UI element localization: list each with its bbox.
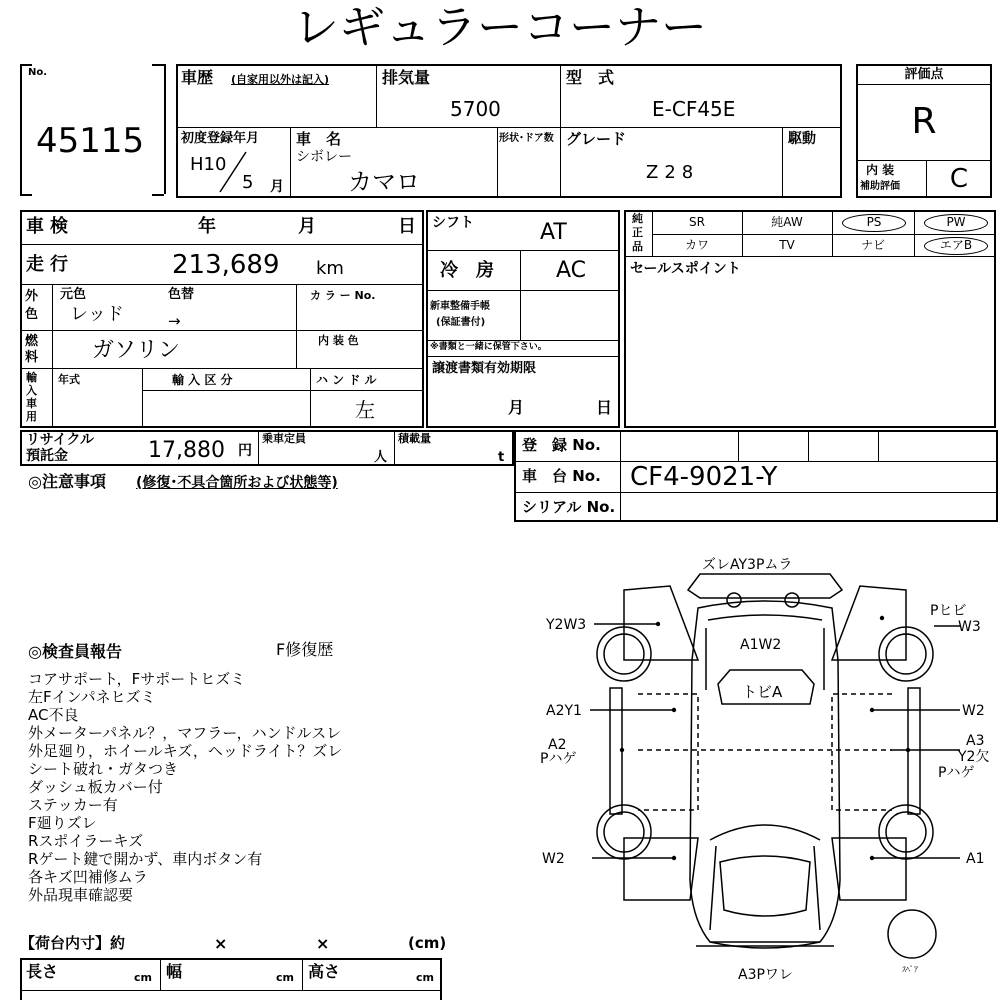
diagram-left-door-1: A2 [548,737,567,753]
cargo-header: 【荷台内寸】約 [20,934,126,952]
notes-header: ◎注意事項 [28,472,106,491]
equip-tv: TV [779,238,795,252]
interior-rating-label-2: 補助評価 [860,181,900,192]
inspector-line: ステッカー有 [28,796,118,814]
diagram-top: ズレAY3Pムラ [702,557,793,573]
cargo-unit: (cm) [408,934,447,952]
diagram-left-front: Y2W3 [546,617,587,633]
inspection-year: 年 [198,216,216,237]
displacement-value: 5700 [450,97,501,121]
diagram-right-front-1: Pヒビ [930,603,967,619]
equip-label-1: 純 [632,212,643,225]
first-reg-label: 初度登録年月 [181,131,260,146]
diagram-left-rear: W2 [542,851,565,867]
cargo-length-label: 長さ [26,962,59,981]
inspector-line: コアサポート，Fサポートヒズミ [28,670,246,688]
car-damage-diagram [520,550,1000,990]
diagram-windshield: トビA [742,683,783,701]
cargo-width-cm: cm [276,971,294,984]
sales-point-label: セールスポイント [630,261,741,277]
diagram-right-front-2: W3 [958,619,981,635]
equip-label-3: 品 [632,240,643,253]
import-category-label: 輸 入 区 分 [172,373,233,387]
lot-bracket-left [20,64,22,194]
first-reg-month-unit: 月 [270,179,284,195]
page-title: レギュラーコーナー [293,0,707,54]
inspector-line: F廻りズレ [28,814,97,832]
import-year-label: 年式 [58,373,80,386]
spare-tire [888,910,936,958]
equip-ps: PS [842,214,906,232]
car-name: カマロ [348,168,420,196]
rear-spoiler-shape [688,574,842,598]
transfer-day: 日 [596,398,613,417]
changed-color-label: 色替 [168,287,195,302]
inspector-line: 各キズ凹補修ムラ [28,868,148,886]
interior-color-label: 内 装 色 [318,334,359,347]
cargo-length-cm: cm [134,971,152,984]
inspector-line: Rゲート鍵で開かず、車内ボタン有 [28,850,263,868]
shape-doors-label: 形状･ドア数 [499,133,554,144]
capacity-label: 乗車定員 [262,432,306,445]
import-label-4: 用 [26,410,37,423]
equip-leather: カワ [684,238,709,252]
handle-label: ハ ン ド ル [316,373,377,387]
mileage-value: 213,689 [172,250,280,280]
history-note: (自家用以外は記入) [231,73,330,86]
inspection-day: 日 [398,216,416,237]
diagram-right-door-3: Pハゲ [938,765,975,781]
inspector-line: AC不良 [28,706,79,724]
import-label-2: 入 [26,384,37,397]
warranty-label-2: (保証書付) [436,317,486,328]
warranty-note: ※書類と一緒に保管下さい。 [430,342,547,352]
mileage-unit: km [316,258,344,279]
equip-label-2: 正 [632,226,643,239]
shift-value: AT [540,220,567,245]
interior-rating-score: C [949,164,969,194]
capacity-unit: 人 [374,450,388,465]
aircon-label: 冷 房 [440,260,494,281]
rating-score: R [911,101,937,142]
chassis-label: 車 台 No. [522,467,601,485]
equip-pw: PW [924,214,988,232]
color-label-1: 外 [25,289,39,304]
transfer-label: 譲渡書類有効期限 [432,361,537,376]
recycle-value: 17,880 [148,438,225,463]
drive-label: 駆動 [788,131,816,147]
grade-value: Z28 [646,162,700,183]
color-no-label: カ ラ ー No. [310,289,376,302]
mileage-label: 走行 [26,254,74,275]
inspector-line: 外足廻り，ホイールキズ，ヘッドライト？ズレ [28,742,343,760]
handle-value: 左 [355,398,375,422]
chassis-value: CF4-9021-Y [630,462,778,492]
aircon-value: AC [556,258,587,283]
diagram-spare: ｽﾍﾟｱ [902,965,918,974]
car-maker: シボレー [296,149,352,165]
shift-label: シフト [432,215,474,231]
grade-label: グレード [566,130,627,148]
cargo-box [20,958,442,1000]
inspector-repair: F修復歴 [276,640,334,659]
car-name-label: 車 名 [296,130,342,148]
first-reg-year: H10 [190,154,227,175]
transfer-month: 月 [508,398,525,417]
fuel-label-1: 燃 [25,334,39,349]
import-label-3: 車 [26,397,37,410]
cargo-times-2: × [316,934,330,953]
inspector-header: ◎検査員報告 [28,642,122,661]
registration-label: 登 録 No. [522,436,601,454]
recycle-label-2: 預託金 [26,448,68,464]
inspector-line: 外品現車確認要 [28,886,134,904]
diagram-center: A1W2 [740,637,782,653]
color-value: レッド [70,304,124,325]
color-arrow: → [168,312,181,330]
fuel-label-2: 料 [25,350,39,365]
inspector-line: シート破れ・ガタつき [28,760,179,778]
serial-label: シリアル No. [522,498,616,516]
diagram-right-mid: W2 [962,703,985,719]
diagram-bottom: A3Pワレ [738,967,793,983]
color-label-2: 色 [25,307,39,322]
equip-airbag: エアB [924,237,988,255]
notes-sub: (修復･不具合箇所および状態等) [136,475,338,491]
cargo-height-cm: cm [416,971,434,984]
inspector-line: 左Fインパネヒズミ [28,688,156,706]
diagram-left-mid: A2Y1 [546,703,582,719]
cargo-times-1: × [214,934,228,953]
inspection-label: 車検 [26,216,74,237]
diagram-right-door-1: A3 [966,733,985,749]
warranty-label-1: 新車整備手帳 [430,301,490,312]
model-label: 型 式 [566,68,615,87]
lot-number: 45115 [36,121,145,161]
diagram-left-door-2: Pハゲ [540,751,577,767]
lot-bracket-right [164,64,166,194]
interior-rating-label-1: 内 装 [866,163,895,177]
diagram-right-door-2: Y2欠 [958,749,990,765]
load-unit: t [498,450,505,465]
cargo-width-label: 幅 [166,962,183,981]
recycle-unit: 円 [238,443,252,459]
left-front-fender-shape [624,586,698,660]
left-rear-fender-shape [624,838,698,900]
lot-no-label: No. [28,67,48,78]
equip-aw: 純AW [771,215,803,229]
diagram-right-rear: A1 [966,851,985,867]
equip-sr: SR [689,215,705,229]
inspector-line: 外メーターパネル？，マフラー，ハンドルスレ [28,724,342,742]
inspection-month: 月 [298,216,316,237]
cargo-height-label: 高さ [308,962,341,981]
inspector-line: Rスポイラーキズ [28,832,144,850]
model-value: E-CF45E [652,97,736,121]
rating-label: 評価点 [904,67,944,82]
history-label: 車歴 [181,68,214,87]
equip-navi: ナビ [860,238,885,252]
import-label-1: 輸 [26,371,37,384]
fuel-value: ガソリン [92,338,181,363]
load-label: 積載量 [398,432,431,445]
first-reg-month: 5 [242,172,254,193]
displacement-label: 排気量 [382,68,431,87]
right-rear-fender-shape [832,838,906,900]
recycle-label-1: リサイクル [26,432,95,448]
right-front-fender-shape [832,586,906,660]
orig-color-label: 元色 [60,287,87,302]
inspector-line: ダッシュ板カバー付 [28,778,163,796]
